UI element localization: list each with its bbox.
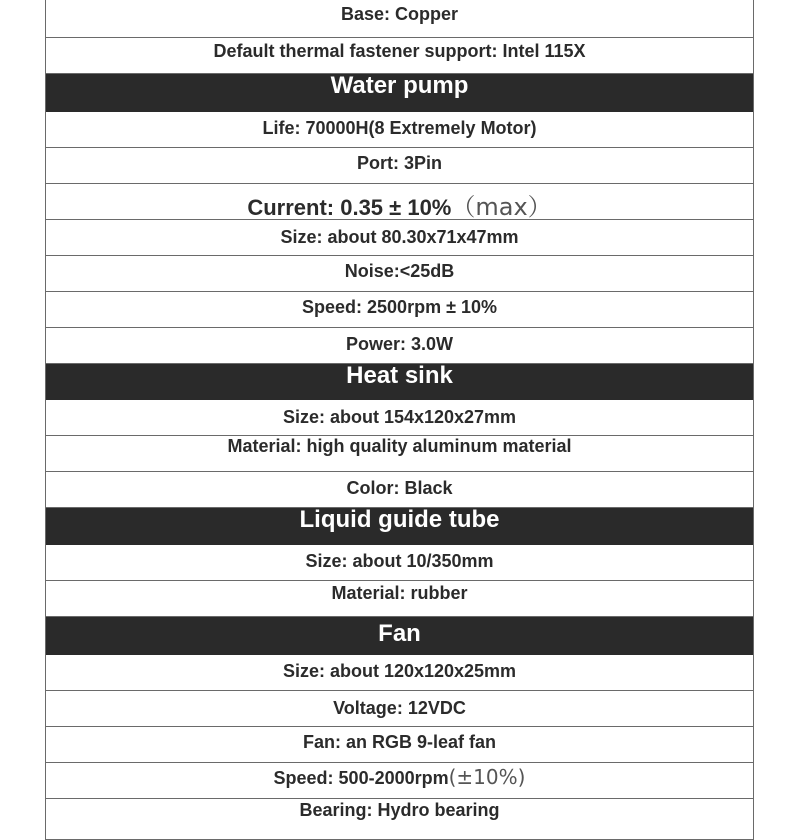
- section-header-liquid-guide-tube: [46, 508, 753, 545]
- spec-text: Size: about 80.30x71x47mm: [280, 227, 519, 247]
- section-header-fan: [46, 617, 753, 655]
- spec-text: Current: 0.35 ± 10%: [247, 195, 452, 220]
- section-title: Heat sink: [346, 362, 453, 389]
- spec-text: Size: about 154x120x27mm: [282, 407, 517, 427]
- spec-text: Port: 3Pin: [356, 153, 442, 173]
- spec-text: Noise:<25dB: [344, 261, 455, 281]
- section-header-heat-sink: [46, 364, 753, 400]
- spec-row: [46, 799, 753, 840]
- spec-text: Speed: 2500rpm ± 10%: [302, 297, 497, 317]
- spec-row: [46, 400, 753, 436]
- spec-text: Speed: 500-2000rpm: [273, 768, 449, 788]
- spec-text: Base: Copper: [340, 4, 459, 24]
- spec-text: Default thermal fastener support: Intel 115X: [213, 41, 586, 61]
- section-title: Liquid guide tube: [299, 506, 500, 533]
- spec-text: Size: about 120x120x25mm: [282, 661, 517, 681]
- spec-row: [46, 292, 753, 328]
- spec-row: [46, 727, 753, 763]
- section-title: Fan: [378, 620, 421, 647]
- spec-text: Color: Black: [346, 478, 453, 498]
- spec-row: [46, 148, 753, 184]
- section-title: Water pump: [330, 72, 469, 99]
- spec-row: [46, 220, 753, 256]
- spec-text: Life: 70000H(8 Extremely Motor): [262, 118, 537, 138]
- spec-row: [46, 436, 753, 472]
- spec-row: [46, 38, 753, 74]
- spec-text: Size: about 10/350mm: [305, 551, 494, 571]
- section-header-water-pump: [46, 74, 753, 112]
- spec-text: Material: high quality aluminum material: [227, 436, 572, 456]
- spec-suffix: （max）: [451, 193, 552, 221]
- spec-text: Power: 3.0W: [345, 334, 454, 354]
- spec-row: [46, 763, 753, 799]
- spec-row: [46, 581, 753, 617]
- spec-row: [46, 691, 753, 727]
- spec-suffix: (±10%): [448, 765, 526, 789]
- spec-text: Voltage: 12VDC: [333, 698, 466, 718]
- spec-row: [46, 0, 753, 38]
- spec-row: [46, 256, 753, 292]
- spec-row: [46, 655, 753, 691]
- spec-row: [46, 472, 753, 508]
- spec-text: Material: rubber: [331, 583, 468, 603]
- spec-row: [46, 112, 753, 148]
- spec-row: [46, 328, 753, 364]
- spec-text: Fan: an RGB 9-leaf fan: [302, 732, 497, 752]
- spec-row: [46, 184, 753, 220]
- spec-row: [46, 545, 753, 581]
- spec-table: [45, 0, 754, 840]
- spec-text: Bearing: Hydro bearing: [299, 800, 500, 820]
